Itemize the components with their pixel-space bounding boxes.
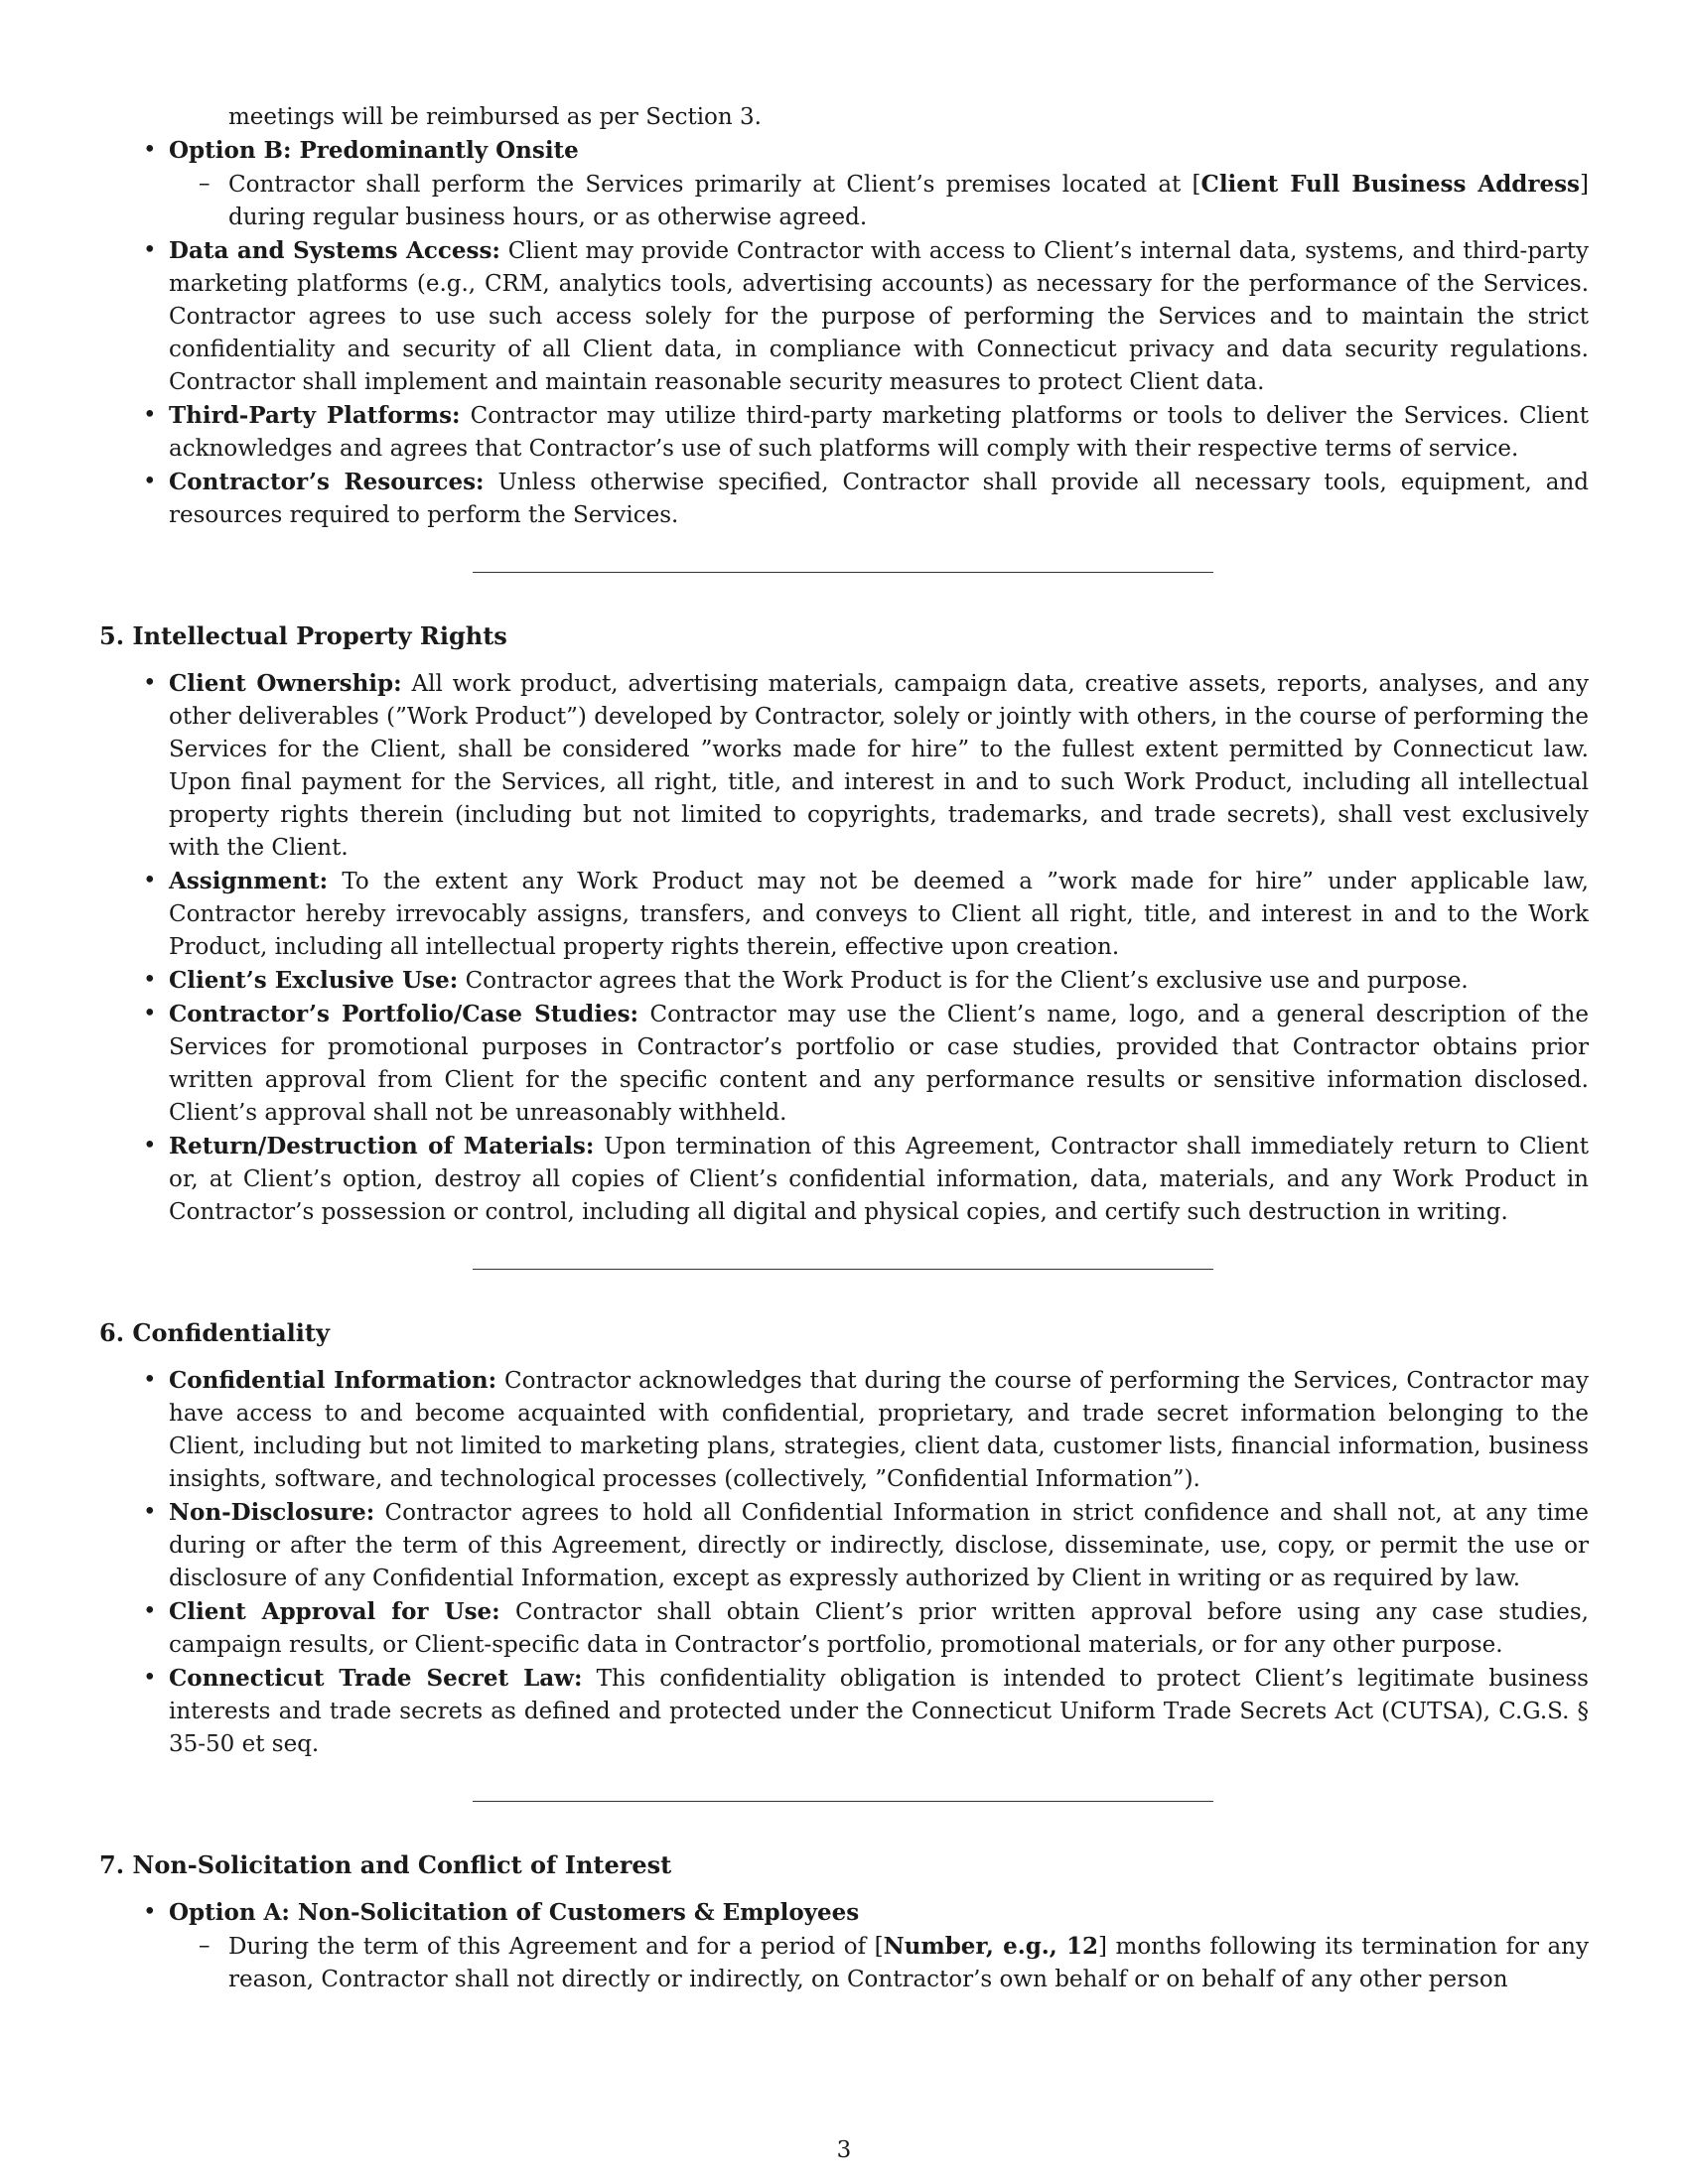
list-item — [99, 134, 1589, 234]
list-item — [99, 1662, 1589, 1761]
item-text: Client may provide Contractor with access to Client’s internal data, systems, and third-party marketing platforms (e.g., CRM, analytics tools, advertising accounts) as necessary for the performance of the Services. Contractor agrees to use such access solely for the purpose of performing the Services and to maintain the strict confidentiality and security of all Client data, in compliance with Connecticut privacy and data security regulations. Contractor shall implement and maintain reasonable security measures to protect Client data. — [169, 238, 1589, 395]
section-5-list — [99, 667, 1589, 1229]
list-item — [99, 865, 1589, 964]
section-heading: 6. Confidentiality — [99, 1318, 330, 1347]
item-label: Return/Destruction of Materials: — [169, 1133, 595, 1160]
option-a-sublist — [169, 1930, 1589, 1996]
item-text: Contractor may utilize third-party marketing platforms or tools to deliver the Services. Client acknowledges and agrees that Contractor’s use of such platforms will comply with their respective terms of service. — [169, 403, 1589, 462]
page-body — [99, 101, 1589, 1996]
section-heading: 5. Intellectual Property Rights — [99, 621, 507, 650]
list-item — [99, 466, 1589, 532]
item-label: Confidential Information: — [169, 1367, 497, 1394]
section-7-list — [99, 1896, 1589, 1996]
item-text: Unless otherwise specified, Contractor shall provide all necessary tools, equipment, and resources required to perform the Services. — [169, 470, 1589, 528]
placeholder-field: Client Full Business Address — [1200, 171, 1581, 198]
section-divider — [473, 1801, 1213, 1802]
item-label: Non-Disclosure: — [169, 1499, 375, 1526]
list-item — [99, 964, 1589, 998]
item-text: Contractor shall obtain Client’s prior written approval before using any case studies, campaign results, or Client-specific data in Contractor’s portfolio, promotional materials, or for any other purpose. — [169, 1599, 1589, 1658]
item-text: ] months following its termination for any reason, Contractor shall not directly or indirectly, on Contractor’s own behalf or on behalf of any other person — [228, 1934, 1589, 1992]
item-text: Contractor shall perform the Services primarily at Client’s premises located at [ — [228, 172, 1201, 198]
item-text: ] during regular business hours, or as otherwise agreed. — [228, 172, 1589, 230]
section-divider — [473, 1269, 1213, 1270]
item-text: All work product, advertising materials, campaign data, creative assets, reports, analyses, and any other deliverables (”Work Product”) developed by Contractor, solely or jointly with others, in the course of performing the Services for the Client, shall be considered ”works made for hire” to the fullest extent permitted by Connecticut law. Upon final payment for the Services, all right, title, and interest in and to such Work Product, including all intellectual property rights therein (including but not limited to copyrights, trademarks, and trade secrets), shall vest exclusively with the Client. — [169, 671, 1590, 861]
page-number: 3 — [836, 2137, 852, 2163]
item-text: Contractor may use the Client’s name, logo, and a general description of the Services for promotional purposes in Contractor’s portfolio or case studies, provided that Contractor obtains prior written approval from Client for the specific content and any performance results or sensitive information disclosed. Client’s approval shall not be unreasonably withheld. — [169, 1002, 1589, 1126]
list-item — [99, 1130, 1589, 1229]
option-b-title: Option B: Predominantly Onsite — [169, 137, 579, 164]
section-6-list — [99, 1364, 1589, 1761]
item-text: Contractor agrees to hold all Confidential Information in strict confidence and shall not, at any time during or after the term of this Agreement, directly or indirectly, disclose, disseminate, use, copy, or permit the use or disclosure of any Confidential Information, except as expressly authorized by Client in writing or as required by law. — [169, 1500, 1589, 1591]
item-text: Contractor acknowledges that during the course of performing the Services, Contractor may have access to and become acquainted with confidential, proprietary, and trade secret information belonging to the Client, including but not limited to marketing plans, strategies, client data, customer lists, financial information, business insights, software, and technological processes (collectively, ”Confidential Information”). — [169, 1368, 1589, 1492]
item-label: Data and Systems Access: — [169, 237, 500, 264]
list-item — [99, 1496, 1589, 1595]
item-text: Contractor agrees that the Work Product is for the Client’s exclusive use and purpose. — [458, 968, 1469, 994]
work-location-list — [99, 134, 1589, 532]
list-item — [169, 168, 1589, 234]
item-label: Contractor’s Resources: — [169, 469, 485, 495]
list-item — [99, 667, 1589, 865]
option-b-sublist — [169, 168, 1589, 234]
list-item — [99, 399, 1589, 466]
item-label: Client Ownership: — [169, 670, 402, 697]
item-label: Contractor’s Portfolio/Case Studies: — [169, 1001, 639, 1027]
item-label: Client’s Exclusive Use: — [169, 967, 459, 994]
list-item — [99, 1364, 1589, 1496]
item-label: Client Approval for Use: — [169, 1598, 500, 1625]
item-label: Third-Party Platforms: — [169, 402, 461, 429]
item-label: Connecticut Trade Secret Law: — [169, 1665, 583, 1692]
list-item — [99, 234, 1589, 399]
item-text: Upon termination of this Agreement, Contractor shall immediately return to Client or, at Client’s option, destroy all copies of Client’s confidential information, data, materials, and any Work Product in Contractor’s possession or control, including all digital and physical copies, and certify such destruction in writing. — [169, 1134, 1589, 1225]
list-item — [99, 998, 1589, 1130]
item-label: Assignment: — [169, 868, 329, 894]
section-divider — [473, 572, 1213, 573]
continuation-text: meetings will be reimbursed as per Section 3. — [228, 104, 762, 130]
list-item — [99, 1896, 1589, 1996]
item-text: This confidentiality obligation is intended to protect Client’s legitimate business interests and trade secrets as defined and protected under the Connecticut Uniform Trade Secrets Act (CUTSA), C.G.S. § 35-50 et seq. — [169, 1666, 1589, 1757]
list-item — [99, 1595, 1589, 1662]
item-text: During the term of this Agreement and for a period of [ — [228, 1934, 884, 1960]
option-a-title: Option A: Non-Solicitation of Customers & Employees — [169, 1899, 860, 1926]
list-item — [169, 1930, 1589, 1996]
placeholder-field: Number, e.g., 12 — [883, 1933, 1099, 1960]
section-heading: 7. Non-Solicitation and Conflict of Interest — [99, 1850, 672, 1879]
item-text: To the extent any Work Product may not be deemed a ”work made for hire” under applicable law, Contractor hereby irrevocably assigns, transfers, and conveys to Client all right, title, and interest in and to the Work Product, including all intellectual property rights therein, effective upon creation. — [169, 869, 1589, 960]
